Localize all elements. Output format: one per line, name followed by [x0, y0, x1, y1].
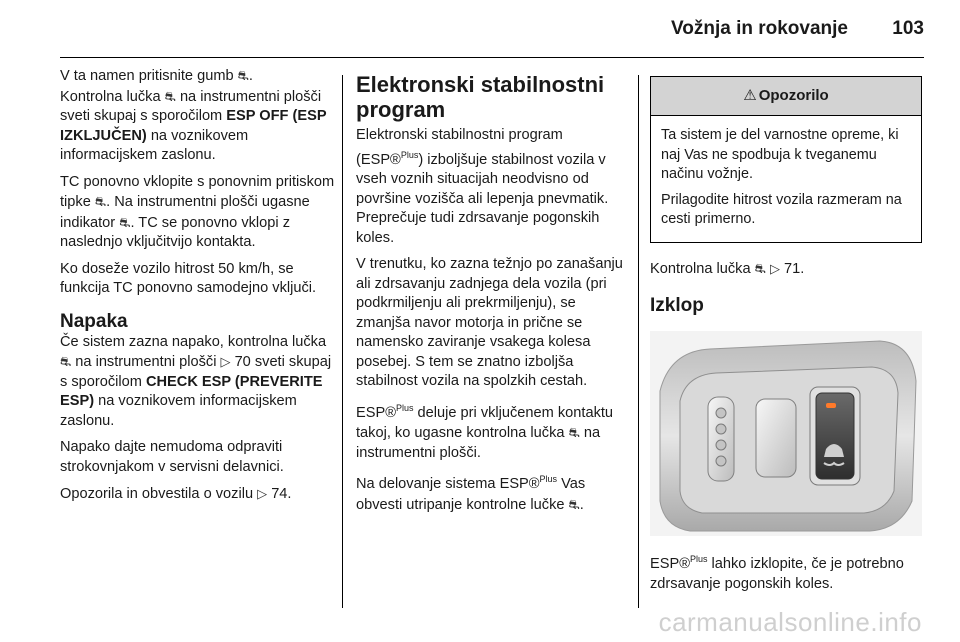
esp-car-skid-icon: ⛐	[568, 425, 580, 440]
tc-car-skid-icon: ⛐	[94, 194, 107, 209]
paragraph: Če sistem zazna napako, kontrolna lučka ⛐ na instrumentni plošči ▷ 70 sveti skupaj s sporočilom CHECK ESP (PREVERITE ESP) na voznikovem informacijskem zaslonu.	[60, 333, 332, 429]
esp-car-skid-icon: ⛐	[164, 88, 176, 104]
warning-body: Ta sistem je del varnostne opreme, ki naj Vas ne spodbuja k tveganemu načinu vožnje. Prilagodite hitrost vozila razmeram na cesti primerno.	[661, 127, 902, 227]
esp-car-skid-icon: ⛐	[568, 496, 580, 512]
paragraph: ESP®$^{Plus}$ deluje pri vključenem kontaktu takoj, ko ugasne kontrolna lučka ⛐ na instrumentni plošči.	[356, 402, 614, 461]
section-heading-napaka: Napaka	[60, 310, 128, 332]
column-divider-2	[638, 75, 639, 608]
paragraph: Elektronski stabilnostni program (ESP®$^{Plus}$) izboljšuje stabilnost vozila v vseh voznih situacijah neodvisno od površine vozišča ali lepenja pnevmatik. Preprečuje tudi zdrsavanje pogonskih koles.	[356, 127, 609, 246]
warning-triangle-icon: ⚠	[743, 87, 757, 105]
section-heading-izklop: Izklop	[650, 295, 704, 316]
paragraph: ESP®$^{Plus}$ lahko izklopite, če je potrebno zdrsavanje pogonskih koles.	[650, 554, 904, 592]
column-1	[60, 66, 336, 512]
warning-box	[650, 76, 922, 243]
page-reference-icon[interactable]: ▷	[257, 486, 268, 501]
paragraph: V trenutku, ko zazna težnjo po zanašanju ali zdrsavanju zadnjega dela vozila (pri podkrmiljenju ali prekrmiljenju), se zmanjša navor motorja in prične se namensko zaviranje vsakega kolesa posebej. S tem se znatno izboljša stabilnost vozila na spolzkih cestah.	[356, 256, 623, 389]
esp-car-skid-icon: ⛐	[60, 354, 72, 369]
header-rule	[60, 57, 924, 58]
page-number: 103	[892, 18, 924, 39]
paragraph: Opozorila in obvestila o vozilu ▷ 74.	[60, 486, 292, 502]
switch-panel-illustration	[650, 331, 922, 536]
page-reference-icon[interactable]: ▷	[769, 260, 780, 276]
page-header	[0, 0, 960, 60]
paragraph: Na delovanje sistema ESP®$^{Plus}$ Vas obvesti utripanje kontrolne lučke ⛐.	[356, 474, 586, 513]
paragraph: Kontrolna lučka ⛐ ▷ 71.	[650, 260, 805, 277]
section-heading-esp: Elektronski stabilnostni program	[356, 72, 605, 122]
watermark: carmanualsonline.info	[658, 607, 922, 637]
page-reference-icon[interactable]: ▷	[220, 354, 231, 369]
chapter-title: Vožnja in rokovanje	[670, 18, 848, 39]
column-divider-1	[342, 75, 343, 608]
paragraph: TC ponovno vklopite s ponovnim pritiskom tipke ⛐. Na instrumentni plošči ugasne indikator ⛐. TC se ponovno vklopi z naslednjo vključitvijo kontakta.	[60, 173, 335, 250]
warning-header: ⚠ Opozorilo	[651, 77, 921, 116]
tc-car-skid-icon: ⛐	[119, 214, 131, 230]
paragraph: V ta namen pritisnite gumb ⛐. Kontrolna lučka ⛐ na instrumentni plošči sveti skupaj s sporočilom ESP OFF (ESP IZKLJUČEN) na voznikovem informacijskem zaslonu.	[60, 68, 327, 163]
paragraph: Ko doseže vozilo hitrost 50 km/h, se funkcija TC ponovno samodejno vključi.	[60, 260, 317, 296]
esp-car-skid-icon: ⛐	[754, 260, 766, 276]
column-3	[650, 66, 922, 601]
esp-car-skid-icon: ⛐	[237, 68, 249, 83]
column-2	[356, 66, 626, 522]
esp-switch-photo	[650, 331, 922, 536]
paragraph: Napako dajte nemudoma odpraviti strokovnjakom v servisni delavnici.	[60, 439, 284, 475]
